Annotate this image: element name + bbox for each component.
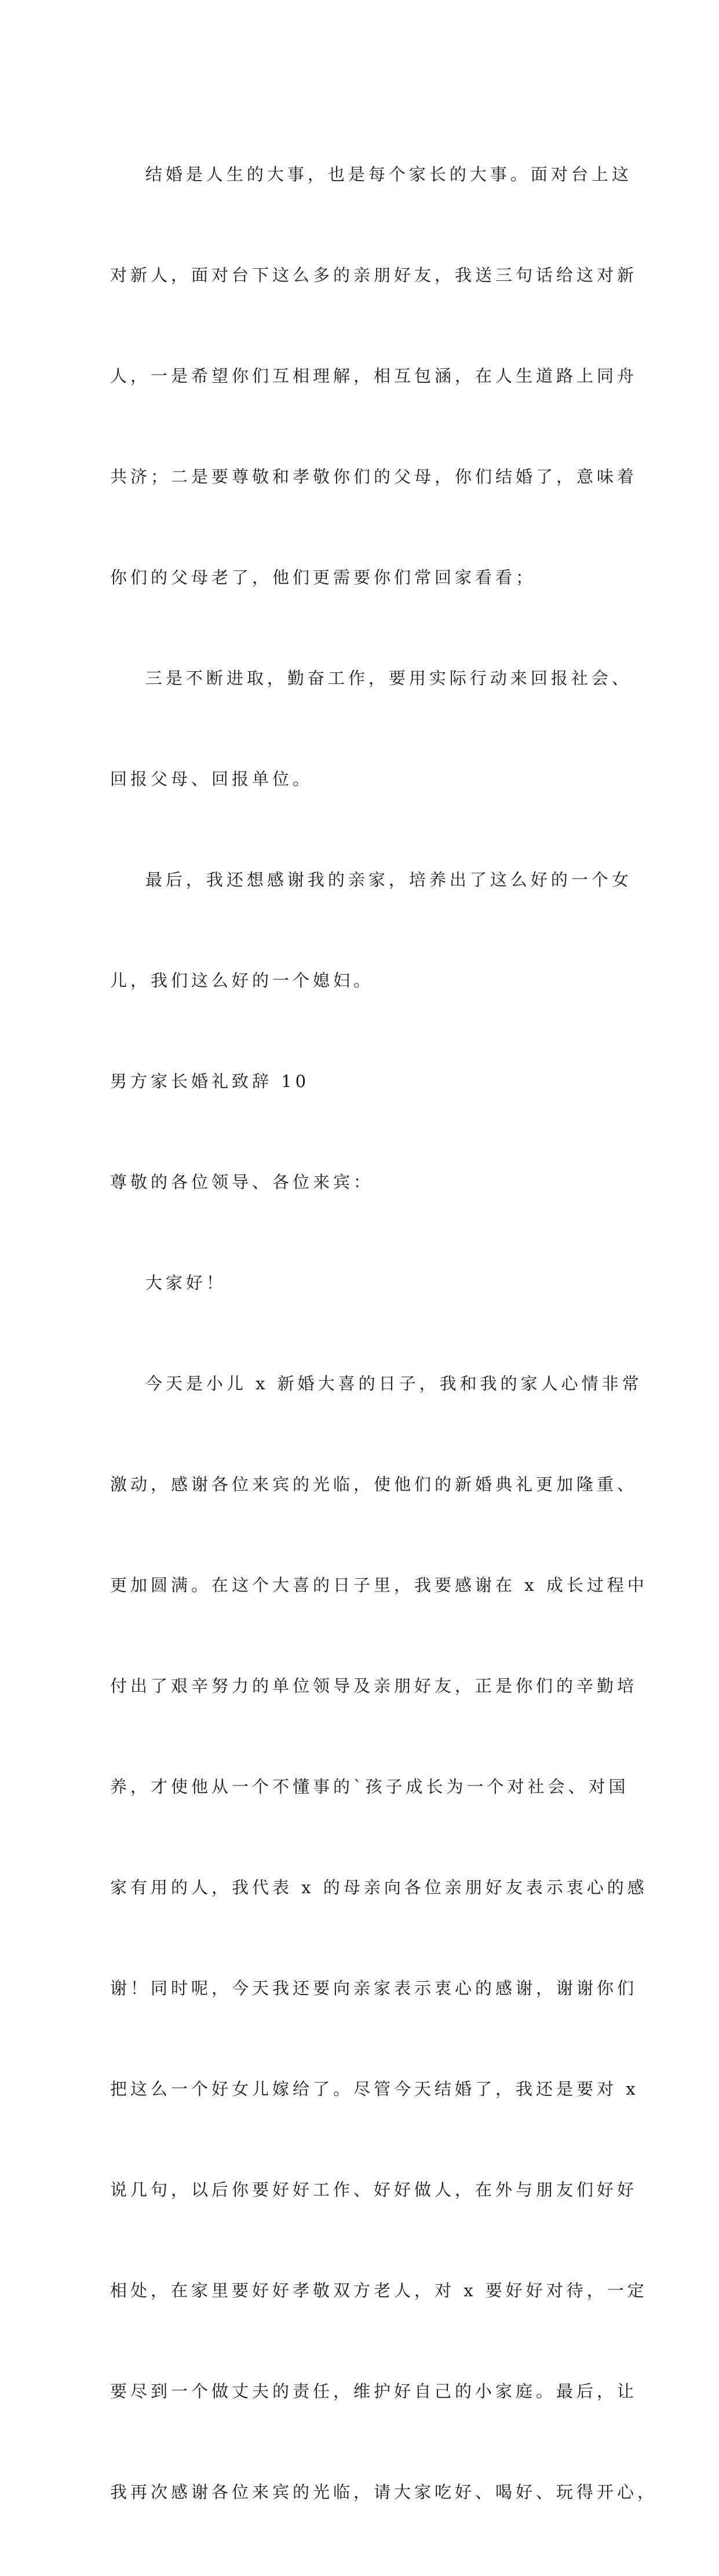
text-line: 付出了艰辛努力的单位领导及亲朋好友，正是你们的辛勤培 — [110, 1676, 638, 1696]
text-line: 三是不断进取，勤奋工作，要用实际行动来回报社会、 — [110, 668, 632, 688]
text-line: 回报父母、回报单位。 — [110, 769, 313, 789]
section-heading: 男方家长婚礼致辞 10 — [110, 1071, 310, 1091]
document-body — [110, 90, 658, 2576]
text-line: 今天是小儿 x 新婚大喜的日子，我和我的家人心情非常 — [110, 1374, 643, 1393]
text-line: 共济；二是要尊敬和孝敬你们的父母，你们结婚了，意味着 — [110, 467, 638, 486]
text-line: 对新人，面对台下这么多的亲朋好友，我送三句话给这对新 — [110, 265, 638, 285]
text-line: 儿，我们这么好的一个媳妇。 — [110, 971, 374, 990]
text-line: 人，一是希望你们互相理解，相互包涵，在人生道路上同舟 — [110, 366, 638, 386]
text-line: 家有用的人，我代表 x 的母亲向各位亲朋好友表示衷心的感 — [110, 1878, 648, 1897]
text-line: 要尽到一个做丈夫的责任，维护好自己的小家庭。最后，让 — [110, 2381, 638, 2401]
text-line: 激动，感谢各位来宾的光临，使他们的新婚典礼更加隆重、 — [110, 1474, 638, 1494]
text-line: 更加圆满。在这个大喜的日子里，我要感谢在 x 成长过程中 — [110, 1575, 648, 1595]
text-line: 谢！同时呢，今天我还要向亲家表示衷心的感谢，谢谢你们 — [110, 1978, 638, 1998]
text-line: 我再次感谢各位来宾的光临，请大家吃好、喝好、玩得开心， — [110, 2482, 658, 2502]
text-line: 结婚是人生的大事，也是每个家长的大事。面对台上这 — [110, 164, 632, 184]
salutation: 尊敬的各位领导、各位来宾： — [110, 1172, 374, 1192]
text-line: 养，才使他从一个不懂事的`孩子成长为一个对社会、对国 — [110, 1777, 629, 1796]
text-line: 说几句，以后你要好好工作、好好做人，在外与朋友们好好 — [110, 2180, 638, 2200]
text-line: 把这么一个好女儿嫁给了。尽管今天结婚了，我还是要对 x — [110, 2079, 639, 2099]
text-line: 最后，我还想感谢我的亲家，培养出了这么好的一个女 — [110, 870, 632, 890]
text-line: 相处，在家里要好好孝敬双方老人，对 x 要好好对待，一定 — [110, 2281, 648, 2300]
greeting: 大家好！ — [110, 1273, 227, 1293]
text-line: 你们的父母老了，他们更需要你们常回家看看； — [110, 568, 536, 587]
